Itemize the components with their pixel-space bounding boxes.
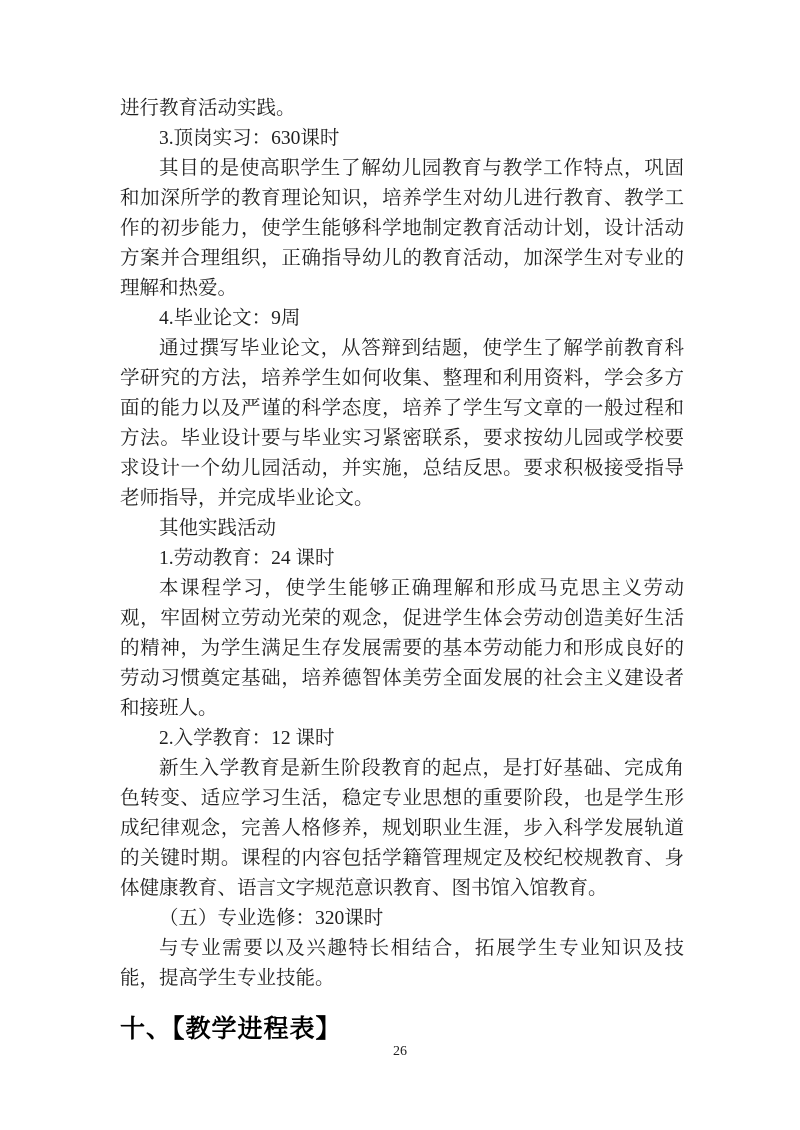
paragraph: 新生入学教育是新生阶段教育的起点，是打好基础、完成角色转变、适应学习生活，稳定专业思想的重要阶段，也是学生形成纪律观念，完善人格修养，规划职业生涯，步入科学发展轨道的关键时期。课程的内容包括学籍管理规定及校纪校规教育、身体健康教育、语言文字规范意识教育、图书馆入馆教育。 bbox=[120, 758, 684, 899]
paragraph: 其他实践活动 bbox=[159, 518, 277, 539]
paragraph: （五）专业选修：320课时 bbox=[159, 908, 384, 929]
paragraph: 通过撰写毕业论文，从答辩到结题，使学生了解学前教育科学研究的方法，培养学生如何收集、整理和利用资料，学会多方面的能力以及严谨的科学态度，培养了学生写文章的一般过程和方法。毕业设计要与毕业实习紧密联系，要求按幼儿园或学校要求设计一个幼儿园活动，并实施，总结反思。要求积极接受指导老师指导，并完成毕业论文。 bbox=[120, 338, 684, 509]
page-content bbox=[120, 94, 684, 1046]
paragraph: 与专业需要以及兴趣特长相结合，拓展学生专业知识及技能，提高学生专业技能。 bbox=[120, 938, 684, 989]
paragraph: 本课程学习，使学生能够正确理解和形成马克思主义劳动观，牢固树立劳动光荣的观念，促进学生体会劳动创造美好生活的精神，为学生满足生存发展需要的基本劳动能力和形成良好的劳动习惯奠定基础，培养德智体美劳全面发展的社会主义建设者和接班人。 bbox=[120, 578, 684, 719]
page-number: 26 bbox=[393, 1044, 407, 1059]
section-heading: 十、【教学进程表】 bbox=[120, 1015, 342, 1043]
paragraph: 2.入学教育：12 课时 bbox=[159, 728, 335, 749]
paragraph: 3.顶岗实习：630课时 bbox=[159, 128, 340, 149]
paragraph: 进行教育活动实践。 bbox=[120, 98, 296, 119]
paragraph: 4.毕业论文：9周 bbox=[159, 308, 301, 329]
paragraph: 1.劳动教育：24 课时 bbox=[159, 548, 335, 569]
body-text bbox=[120, 94, 684, 994]
paragraph: 其目的是使高职学生了解幼儿园教育与教学工作特点，巩固和加深所学的教育理论知识，培养学生对幼儿进行教育、教学工作的初步能力，使学生能够科学地制定教育活动计划，设计活动方案并合理组织，正确指导幼儿的教育活动，加深学生对专业的理解和热爱。 bbox=[120, 158, 684, 299]
